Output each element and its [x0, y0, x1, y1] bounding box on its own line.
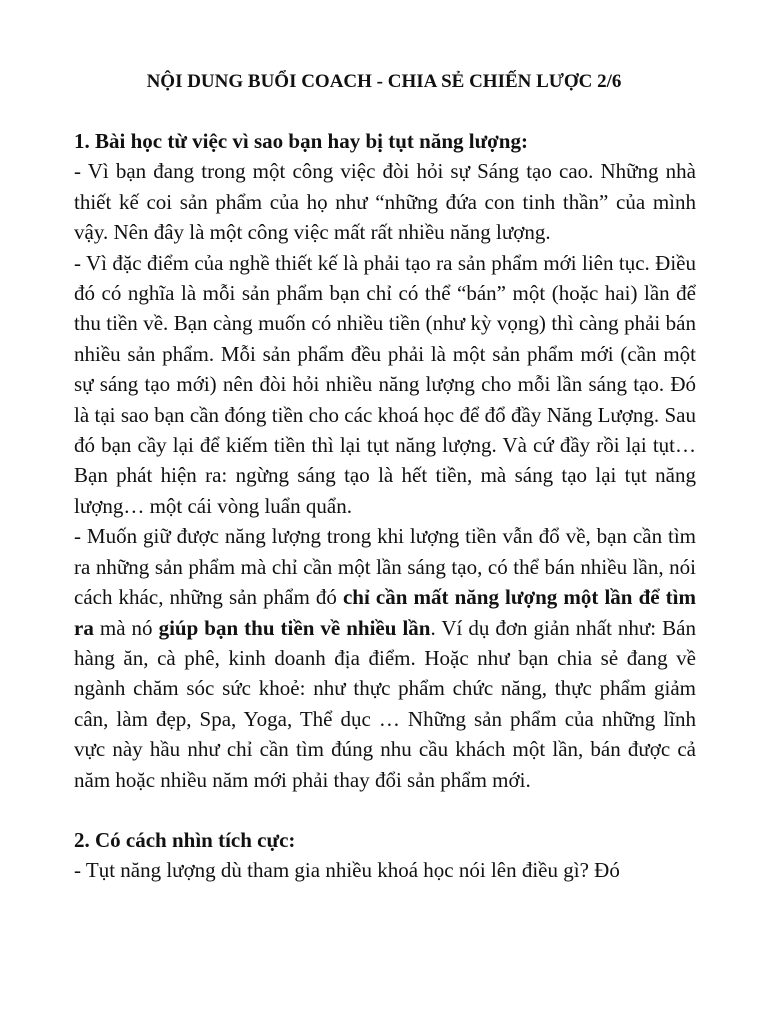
paragraph-3-text-2: mà nó	[93, 615, 159, 640]
section-2-paragraph-1: - Tụt năng lượng dù tham gia nhiều khoá học nói lên điều gì? Đó	[74, 858, 620, 883]
section-2-heading: 2. Có cách nhìn tích cực:	[74, 827, 296, 852]
document-title: NỘI DUNG BUỔI COACH - CHIA SẺ CHIẾN LƯỢC 2/6	[146, 71, 622, 92]
section-1-paragraph-1: - Vì bạn đang trong một công việc đòi hỏi sự Sáng tạo cao. Những nhà thiết kế coi sản phẩm của họ như “những đứa con tinh thần” của mình vậy. Nên đây là một công việc mất rất nhiều năng lượng.	[74, 159, 696, 245]
section-1-heading: 1. Bài học từ việc vì sao bạn hay bị tụt năng lượng:	[74, 129, 528, 153]
paragraph-3-text-1: - Muốn giữ được năng lượng trong khi lượng tiền vẫn đổ về, bạn cần tìm ra những sản phẩm mà chỉ cần một lần sáng tạo, có thể bán nhiều lần, nói cách khác, những sản phẩm đó	[74, 524, 696, 610]
paragraph-3-text-3: . Ví dụ đơn giản nhất như: Bán hàng ăn, cà phê, kinh doanh địa điểm. Hoặc như bạn chia sẻ đang về ngành chăm sóc sức khoẻ: như thực phẩm chức năng, thực phẩm giảm cân, làm đẹp, Spa, Yoga, Thể dục … Những sản phẩm của những lĩnh vực này hầu như chỉ cần tìm đúng nhu cầu khách một lần, bán được cả năm hoặc nhiều năm mới phải thay đổi sản phẩm mới.	[74, 615, 696, 792]
document-body	[74, 126, 696, 886]
section-spacer	[74, 795, 696, 825]
section-1-paragraph-3	[74, 521, 696, 795]
paragraph-3-emphasis-2: giúp bạn thu tiền về nhiều lần	[158, 615, 431, 640]
section-1-paragraph-2: - Vì đặc điểm của nghề thiết kế là phải tạo ra sản phẩm mới liên tục. Điều đó có nghĩa là mỗi sản phẩm bạn chỉ có thể “bán” một (hoặc hai) lần để thu tiền về. Bạn càng muốn có nhiều tiền (như kỳ vọng) thì càng phải bán nhiều sản phẩm. Mỗi sản phẩm đều phải là một sản phẩm mới (cần một sự sáng tạo mới) nên đòi hỏi nhiều năng lượng cho mỗi lần sáng tạo. Đó là tại sao bạn cần đóng tiền cho các khoá học để đổ đầy Năng Lượng. Sau đó bạn cầy lại để kiếm tiền thì lại tụt năng lượng. Và cứ đầy rồi lại tụt…Bạn phát hiện ra: ngừng sáng tạo là hết tiền, mà sáng tạo lại tụt năng lượng… một cái vòng luẩn quẩn.	[74, 250, 696, 518]
paragraph-3-emphasis-1: chỉ cần mất năng lượng một lần để tìm ra	[74, 585, 696, 640]
